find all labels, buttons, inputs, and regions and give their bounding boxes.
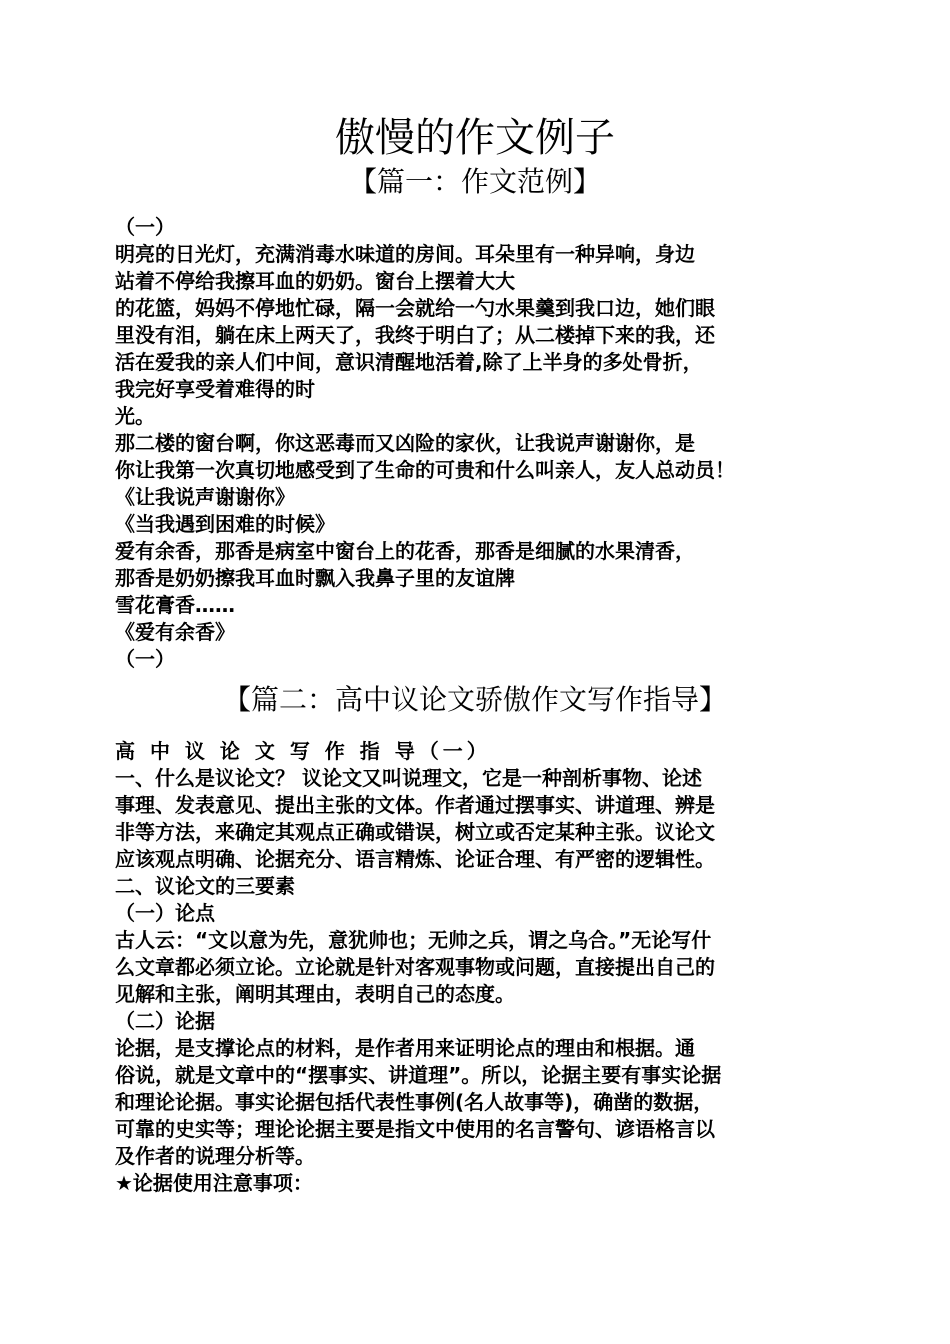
paragraph-line: 古人云：“文以意为先，意犹帅也；无帅之兵，谓之乌合。”无论写什	[115, 928, 712, 952]
paragraph-line: 和理论论据。事实论据包括代表性事例(名人故事等)，确凿的数据，	[115, 1090, 714, 1114]
paragraph-line: 《当我遇到困难的时候》	[115, 512, 335, 536]
paragraph-line: 高 中 议 论 文 写 作 指 导（一）	[115, 739, 491, 763]
paragraph-line: 里没有泪，躺在床上两天了，我终于明白了；从二楼掉下来的我，还	[115, 323, 715, 347]
paragraph-line: 活在爱我的亲人们中间，意识清醒地活着,除了上半身的多处骨折，	[115, 350, 703, 374]
paragraph-line: 《爱有余香》	[115, 620, 235, 644]
paragraph-line: 可靠的史实等；理论论据主要是指文中使用的名言警句、谚语格言以	[115, 1117, 715, 1141]
paragraph-line: 非等方法，来确定其观点正确或错误，树立或否定某种主张。议论文	[115, 820, 715, 844]
paragraph-line: 那香是奶奶擦我耳血时飘入我鼻子里的友谊牌	[115, 566, 515, 590]
part2-heading: 【篇二：高中议论文骄傲作文写作指导】	[222, 683, 727, 716]
paragraph-line: 光。	[115, 404, 155, 428]
paragraph-line: 站着不停给我擦耳血的奶奶。窗台上摆着大大	[115, 269, 515, 293]
paragraph-line: 么文章都必须立论。立论就是针对客观事物或问题，直接提出自己的	[115, 955, 715, 979]
paragraph-line: 那二楼的窗台啊，你这恶毒而又凶险的家伙，让我说声谢谢你，是	[115, 431, 695, 455]
paragraph-line: （一）	[115, 215, 175, 239]
part1-body	[115, 214, 850, 673]
paragraph-line: 应该观点明确、论据充分、语言精炼、论证合理、有严密的逻辑性。	[115, 847, 715, 871]
paragraph-line: （一）	[115, 647, 175, 671]
document-title: 傲慢的作文例子	[335, 115, 615, 161]
paragraph-line: （一）论点	[115, 901, 215, 925]
paragraph-line: 见解和主张，阐明其理由，表明自己的态度。	[115, 982, 515, 1006]
part1-heading: 【篇一：作文范例】	[348, 165, 601, 198]
paragraph-line: 论据，是支撑论点的材料，是作者用来证明论点的理由和根据。通	[115, 1036, 695, 1060]
paragraph-line: ★论据使用注意事项：	[115, 1171, 313, 1195]
paragraph-line: 我完好享受着难得的时	[115, 377, 315, 401]
paragraph-line: 事理、发表意见、提出主张的文体。作者通过摆事实、讲道理、辨是	[115, 793, 715, 817]
paragraph-line: 一、什么是议论文？ 议论文又叫说理文，它是一种剖析事物、论述	[115, 766, 702, 790]
paragraph-line: 明亮的日光灯，充满消毒水味道的房间。耳朵里有一种异响，身边	[115, 242, 695, 266]
paragraph-line: 俗说，就是文章中的“摆事实、讲道理”。所以，论据主要有事实论据	[115, 1063, 722, 1087]
part2-body	[115, 738, 850, 1197]
paragraph-line: 你让我第一次真切地感受到了生命的可贵和什么叫亲人，友人总动员！	[115, 458, 735, 482]
paragraph-line: 雪花膏香……	[115, 593, 235, 617]
paragraph-line: 爱有余香，那香是病室中窗台上的花香，那香是细腻的水果清香，	[115, 539, 695, 563]
paragraph-line: 的花篮，妈妈不停地忙碌，隔一会就给一勺水果羹到我口边，她们眼	[115, 296, 715, 320]
paragraph-line: 及作者的说理分析等。	[115, 1144, 315, 1168]
paragraph-line: （二）论据	[115, 1009, 215, 1033]
paragraph-line: 二、议论文的三要素	[115, 874, 295, 898]
paragraph-line: 《让我说声谢谢你》	[115, 485, 295, 509]
